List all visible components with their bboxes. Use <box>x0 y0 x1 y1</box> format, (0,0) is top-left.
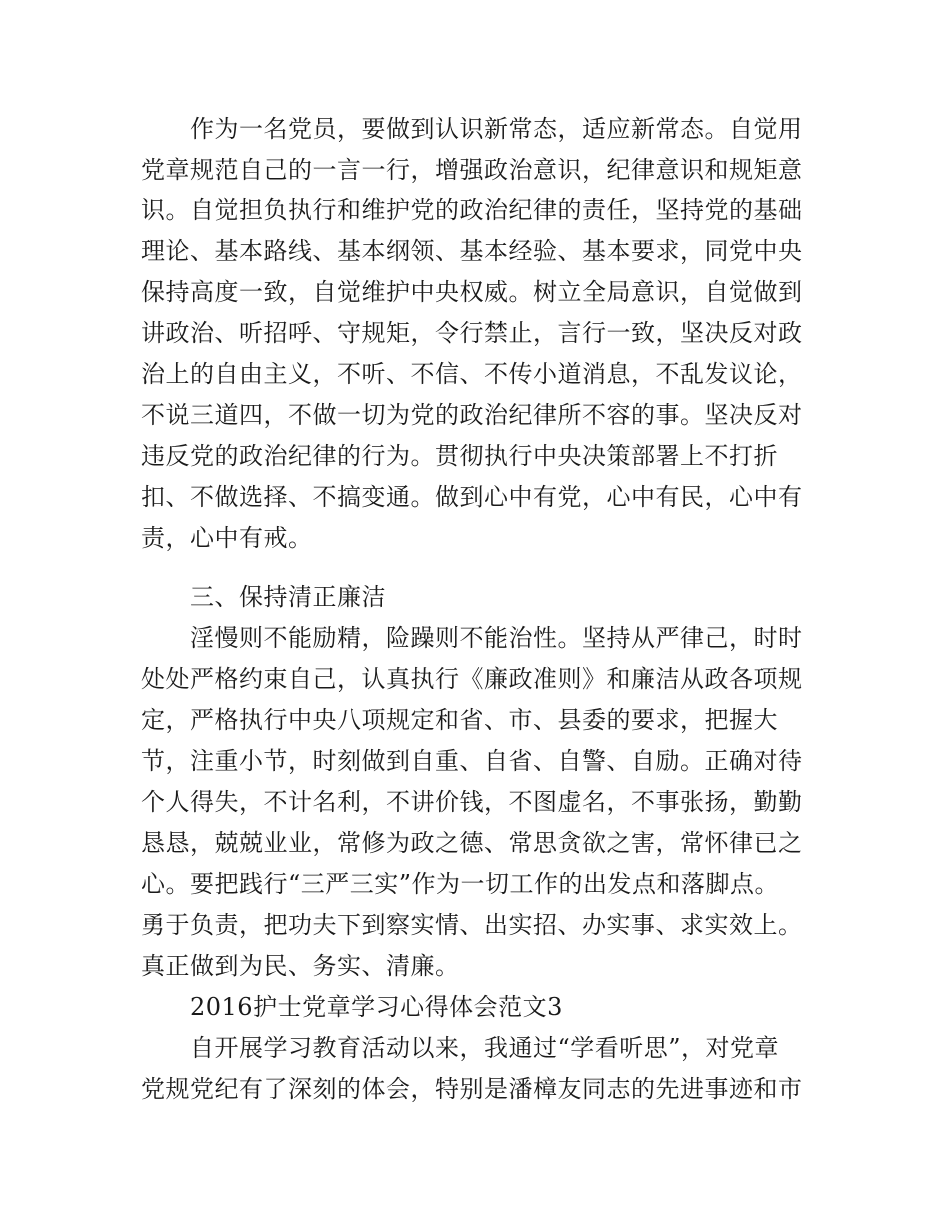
paragraph-line: 处处严格约束自己，认真执行《廉政准则》和廉洁从政各项规 <box>141 665 803 693</box>
paragraph-line: 识。自觉担负执行和维护党的政治纪律的责任，坚持党的基础 <box>141 196 803 224</box>
section-heading: 三、保持清正廉洁 <box>190 583 386 611</box>
paragraph-line: 自开展学习教育活动以来，我通过“学看听思”，对党章 <box>190 1034 780 1062</box>
paragraph-line: 违反党的政治纪律的行为。贯彻执行中央决策部署上不打折 <box>141 442 778 470</box>
paragraph-line: 淫慢则不能励精，险躁则不能治性。坚持从严律己，时时 <box>190 624 803 652</box>
paragraph-line: 党规党纪有了深刻的体会，特别是潘樟友同志的先进事迹和市 <box>141 1075 803 1103</box>
section-heading: 2016护士党章学习心得体会范文3 <box>190 993 563 1021</box>
paragraph-line: 节，注重小节，时刻做到自重、自省、自警、自励。正确对待 <box>141 747 803 775</box>
paragraph-line: 理论、基本路线、基本纲领、基本经验、基本要求，同党中央 <box>141 237 803 265</box>
paragraph-line: 扣、不做选择、不搞变通。做到心中有党，心中有民，心中有 <box>141 483 803 511</box>
paragraph-line: 勇于负责，把功夫下到察实情、出实招、办实事、求实效上。 <box>141 911 803 939</box>
paragraph-line: 责，心中有戒。 <box>141 524 313 552</box>
paragraph-line: 讲政治、听招呼、守规矩，令行禁止，言行一致，坚决反对政 <box>141 319 803 347</box>
paragraph-line: 治上的自由主义，不听、不信、不传小道消息，不乱发议论， <box>141 360 803 388</box>
paragraph-line: 真正做到为民、务实、清廉。 <box>141 952 460 980</box>
paragraph-line: 不说三道四，不做一切为党的政治纪律所不容的事。坚决反对 <box>141 401 803 429</box>
paragraph-line: 心。要把践行“三严三实”作为一切工作的出发点和落脚点。 <box>141 870 780 898</box>
paragraph-line: 个人得失，不计名利，不讲价钱，不图虚名，不事张扬，勤勤 <box>141 788 803 816</box>
paragraph-line: 定，严格执行中央八项规定和省、市、县委的要求，把握大 <box>141 706 778 734</box>
paragraph-line: 党章规范自己的一言一行，增强政治意识，纪律意识和规矩意 <box>141 156 803 184</box>
paragraph-line: 作为一名党员，要做到认识新常态，适应新常态。自觉用 <box>190 115 803 143</box>
paragraph-line: 恳恳，兢兢业业，常修为政之德、常思贪欲之害，常怀律已之 <box>141 829 803 857</box>
paragraph-line: 保持高度一致，自觉维护中央权威。树立全局意识，自觉做到 <box>141 278 803 306</box>
